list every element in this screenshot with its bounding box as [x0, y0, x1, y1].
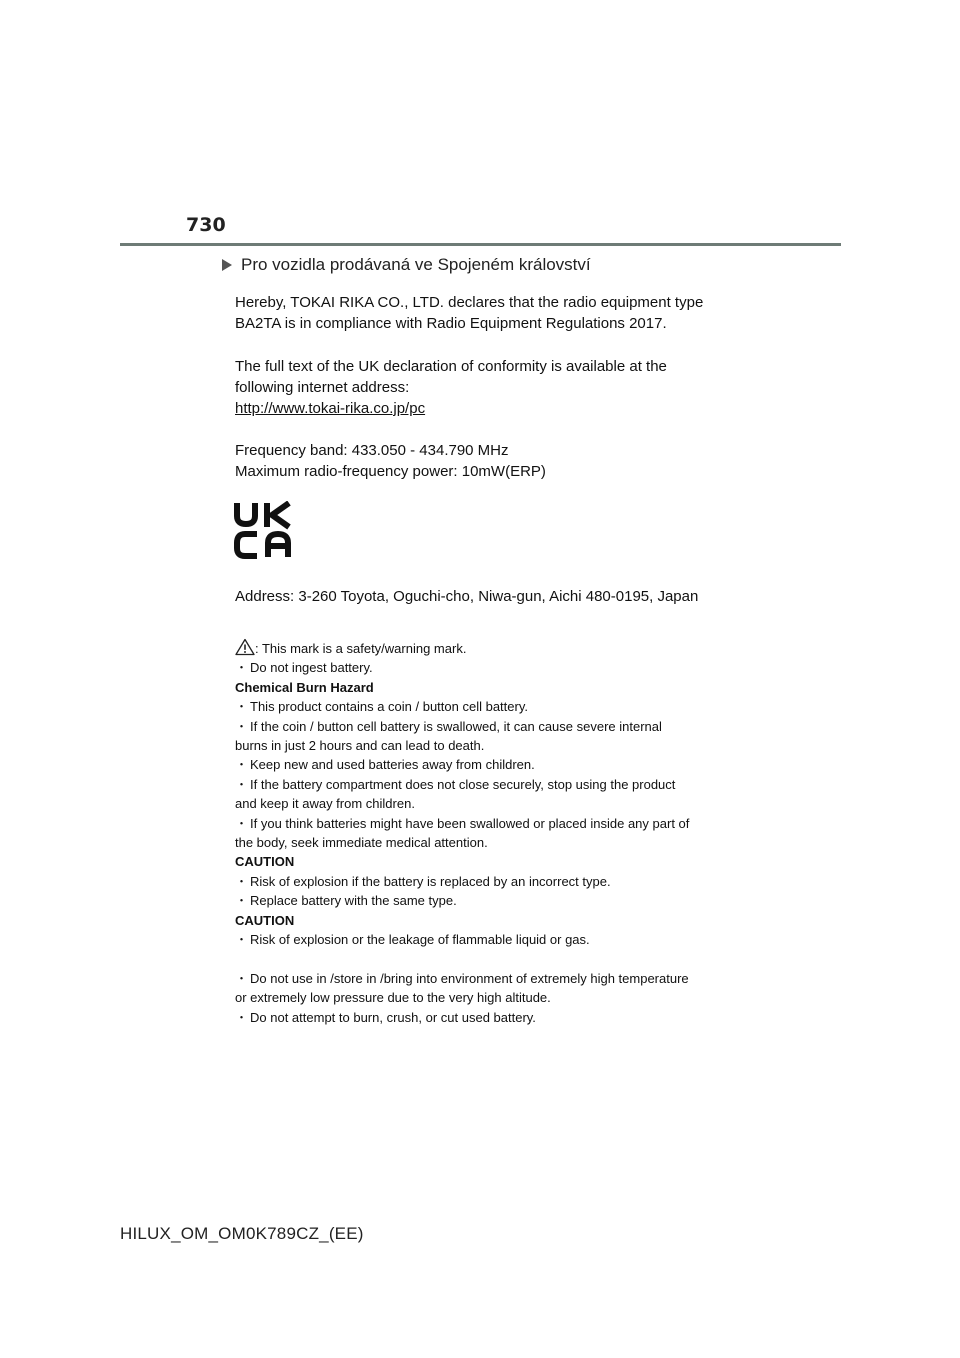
declaration-line: The full text of the UK declaration of conformity is available at the: [235, 358, 667, 375]
declaration-line: Hereby, TOKAI RIKA CO., LTD. declares that the radio equipment type: [235, 294, 704, 311]
battery-warnings: [235, 638, 715, 1027]
declaration-line: following internet address:: [235, 379, 410, 396]
declaration-paragraph-2: [235, 356, 725, 419]
warning-line: burns in just 2 hours and can lead to death.: [235, 738, 485, 754]
declaration-paragraph-1: [235, 292, 725, 334]
declaration-url-link[interactable]: http://www.tokai-rika.co.jp/pc: [235, 400, 426, 417]
section-heading-text: Pro vozidla prodávaná ve Spojeném království: [241, 255, 591, 274]
page-number: 730: [186, 214, 226, 236]
frequency-band: Frequency band: 433.050 - 434.790 MHz: [235, 442, 509, 459]
warning-line: ・ Replace battery with the same type.: [235, 891, 715, 910]
warning-line: ・ Keep new and used batteries away from children.: [235, 755, 715, 774]
warning-heading: CAUTION: [235, 854, 295, 870]
warning-line: ・ This product contains a coin / button cell battery.: [235, 697, 715, 716]
warning-line: ・ Do not ingest battery.: [235, 658, 715, 677]
warning-spacer: [235, 950, 715, 969]
triangle-right-icon: [222, 259, 232, 271]
warning-line: ・ Do not use in /store in /bring into environment of extremely high temperature: [235, 969, 715, 988]
warning-line: and keep it away from children.: [235, 796, 415, 812]
warning-line: ・ If you think batteries might have been swallowed or placed inside any part of: [235, 814, 715, 833]
warning-mark-note: [235, 638, 715, 658]
max-power: Maximum radio-frequency power: 10mW(ERP): [235, 463, 546, 480]
header-rule: [120, 243, 841, 246]
warning-heading: CAUTION: [235, 912, 295, 928]
document-footer: HILUX_OM_OM0K789CZ_(EE): [120, 1224, 364, 1243]
warning-line: ・ Risk of explosion if the battery is replaced by an incorrect type.: [235, 872, 715, 891]
warning-heading: Chemical Burn Hazard: [235, 679, 374, 695]
warning-line: or extremely low pressure due to the very high altitude.: [235, 990, 551, 1006]
warning-line: the body, seek immediate medical attention.: [235, 835, 488, 851]
warning-triangle-icon: [235, 638, 255, 656]
warning-line: ・ If the coin / button cell battery is swallowed, it can cause severe internal: [235, 717, 715, 736]
warning-line: ・ Risk of explosion or the leakage of flammable liquid or gas.: [235, 930, 715, 949]
manufacturer-address: [235, 586, 725, 607]
address-line: Address: 3-260 Toyota, Oguchi-cho, Niwa-gun, Aichi 480-0195, Japan: [235, 588, 699, 605]
warning-line: ・ If the battery compartment does not close securely, stop using the product: [235, 775, 715, 794]
declaration-line: BA2TA is in compliance with Radio Equipment Regulations 2017.: [235, 315, 667, 332]
warning-line: ・ Do not attempt to burn, crush, or cut used battery.: [235, 1008, 715, 1027]
warning-mark-text: : This mark is a safety/warning mark.: [255, 641, 467, 656]
ukca-mark-icon: [234, 501, 292, 559]
radio-specs: [235, 440, 725, 482]
section-heading: [222, 255, 591, 275]
